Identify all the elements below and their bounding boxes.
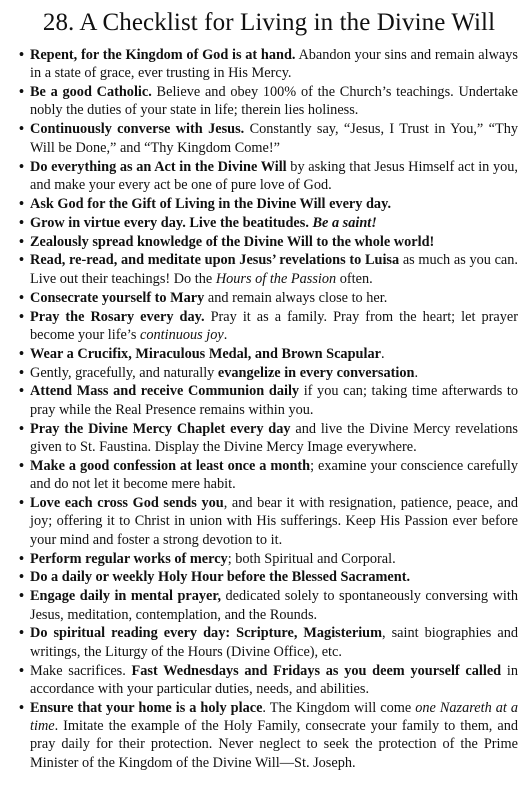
- body-text: by asking that Jesus Himself act in you, and make your every act be one of pure love of God.: [30, 158, 518, 193]
- bold-text: Zealously spread knowledge of the Divine Will to the whole world!: [30, 233, 435, 250]
- checklist-item: [20, 195, 518, 213]
- body-text: Pray it as a family. Pray from the heart; let prayer become your life’s: [30, 308, 519, 343]
- body-text: dedicated solely to spontaneously conversing with Jesus, meditation, contemplation, and the Rounds.: [30, 588, 518, 623]
- bold-text: Consecrate yourself to Mary: [30, 289, 205, 306]
- body-text: .: [223, 326, 228, 343]
- body-text: Constantly say, “Jesus, I Trust in You,” “Thy Will be Done,” and “Thy Kingdom Come!”: [30, 121, 518, 156]
- body-text: Believe and obey 100% of the Church’s teachings. Undertake nobly the duties of your state in life; therein lies holiness.: [30, 84, 518, 119]
- body-text: . The Kingdom will come: [262, 699, 416, 716]
- checklist-item: [20, 214, 518, 232]
- bold-text: Perform regular works of mercy: [30, 550, 228, 567]
- bullet-mark: •: [19, 383, 25, 400]
- italic-text: continuous joy: [139, 326, 224, 343]
- checklist-item: [20, 624, 518, 661]
- body-text: as much as you can. Live out their teachings! Do the: [30, 252, 518, 287]
- body-text: , and bear it with resignation, patience, peace, and joy; offering it to Christ in union with His sufferings. Keep His Passion ever before your mind and foster a strong devotion to it.: [30, 495, 518, 548]
- body-text: ; examine your conscience carefully and do not let it become mere habit.: [30, 457, 518, 493]
- body-text: and live the Divine Mercy revelations given to St. Faustina. Display the Divine Mercy Image everywhere.: [30, 420, 518, 455]
- bold-text: Do everything as an Act in the Divine Will: [30, 158, 287, 175]
- body-text: , saint biographies and writings, the Liturgy of the Hours (Divine Office), etc.: [30, 625, 518, 660]
- bold-text: Be a good Catholic.: [30, 84, 152, 101]
- checklist-item: [20, 662, 518, 699]
- page-title: 28. A Checklist for Living in the Divine Will: [42, 9, 496, 36]
- bullet-mark: •: [19, 495, 25, 512]
- bold-text: Pray the Divine Mercy Chaplet every day: [30, 420, 291, 437]
- bullet-mark: •: [19, 121, 25, 138]
- checklist-item: [20, 233, 518, 251]
- checklist-item: [20, 46, 518, 83]
- checklist-item: [20, 587, 518, 624]
- body-text: Make sacrifices.: [30, 662, 132, 679]
- bullet-mark: •: [19, 308, 25, 325]
- checklist-item: [20, 699, 518, 772]
- bullet-mark: •: [19, 550, 25, 567]
- checklist-item: [20, 251, 518, 288]
- bold-text: Fast Wednesdays and Fridays as you deem yourself called: [131, 662, 502, 679]
- bullet-mark: •: [19, 84, 25, 101]
- checklist-item: [20, 345, 518, 363]
- checklist-item: [20, 158, 518, 195]
- body-text: Abandon your sins and remain always in a state of grace, ever trusting in His Mercy.: [30, 47, 518, 82]
- checklist-item: [20, 83, 518, 120]
- body-text: in accordance with your particular duties, needs, and abilities.: [30, 662, 518, 697]
- bullet-mark: •: [19, 457, 25, 474]
- bold-italic-text: Be a saint!: [312, 214, 377, 231]
- body-text: and remain always close to her.: [204, 289, 388, 306]
- body-text: ; both Spiritual and Corporal.: [227, 550, 396, 567]
- bold-text: Ask God for the Gift of Living in the Divine Will every day.: [30, 195, 392, 212]
- bullet-mark: •: [19, 233, 25, 250]
- bold-text: Pray the Rosary every day.: [30, 308, 205, 325]
- checklist-item: [20, 382, 518, 419]
- checklist-item: [20, 289, 518, 307]
- body-text: .: [380, 345, 385, 362]
- bullet-mark: •: [19, 420, 25, 437]
- checklist-item: [20, 494, 518, 549]
- bold-text: Grow in virtue every day. Live the beatitudes.: [30, 214, 313, 231]
- bullet-mark: •: [19, 289, 25, 306]
- checklist-item: [20, 420, 518, 457]
- body-text: . Imitate the example of the Holy Family, consecrate your family to them, and pray daily for their protection. Never neglect to seek the protection of the Prime Minister of the Kingdom of the Divine Will—St. Joseph.: [30, 718, 518, 771]
- bold-text: Do a daily or weekly Holy Hour before the Blessed Sacrament.: [30, 569, 411, 586]
- bullet-mark: •: [19, 47, 25, 63]
- bullet-mark: •: [19, 662, 25, 679]
- bullet-mark: •: [19, 569, 25, 586]
- bullet-mark: •: [19, 588, 25, 605]
- bullet-mark: •: [19, 625, 25, 642]
- checklist-item: [20, 457, 518, 494]
- bold-text: Continuously converse with Jesus.: [30, 121, 245, 138]
- bold-text: Read, re-read, and meditate upon Jesus’ revelations to Luisa: [30, 252, 400, 269]
- checklist-item: [20, 308, 518, 345]
- checklist-item: [20, 364, 518, 382]
- checklist-item: [20, 568, 518, 586]
- bullet-mark: •: [19, 345, 25, 362]
- body-text: .: [414, 364, 419, 381]
- bold-text: Love each cross God sends you: [30, 495, 224, 512]
- bullet-mark: •: [19, 158, 25, 175]
- bullet-mark: •: [19, 364, 25, 381]
- bold-text: Do spiritual reading every day: Scripture, Magisterium: [30, 625, 383, 642]
- bold-text: Ensure that your home is a holy place: [30, 699, 263, 716]
- bold-text: evangelize in every conversation: [217, 364, 415, 381]
- body-text: often.: [336, 270, 373, 287]
- italic-text: Hours of the Passion: [215, 270, 337, 287]
- body-text: Gently, gracefully, and naturally: [30, 364, 218, 381]
- checklist-item: [20, 120, 518, 157]
- checklist: [20, 46, 518, 772]
- bullet-mark: •: [19, 214, 25, 231]
- body-text: if you can; taking time afterwards to pray while the Real Presence remains within you.: [30, 383, 519, 418]
- bold-text: Repent, for the Kingdom of God is at hand.: [30, 47, 296, 63]
- bullet-mark: •: [19, 699, 25, 716]
- bullet-mark: •: [19, 195, 25, 212]
- italic-text: one Nazareth at a time: [30, 699, 518, 735]
- bold-text: Make a good confession at least once a month: [30, 457, 311, 474]
- bold-text: Attend Mass and receive Communion daily: [30, 383, 300, 400]
- checklist-item: [20, 550, 518, 568]
- bullet-mark: •: [19, 252, 25, 269]
- bold-text: Wear a Crucifix, Miraculous Medal, and Brown Scapular: [30, 345, 381, 362]
- bold-text: Engage daily in mental prayer,: [30, 588, 222, 605]
